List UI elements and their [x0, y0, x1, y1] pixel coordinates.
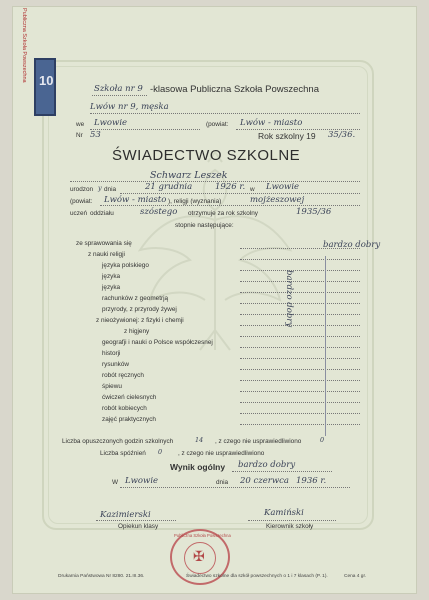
religion-label: ), religji (wyznania): [168, 198, 222, 205]
in-label: we: [76, 121, 85, 128]
dotted-line: [96, 520, 176, 521]
grade-label: ze sprawowania się: [76, 240, 132, 247]
nr-value: 53: [90, 130, 101, 140]
footer-right: Cena 4 gr.: [344, 574, 367, 579]
side-stamp-text: Publiczna Szkoła Powszechna: [21, 8, 27, 83]
birth-city: Lwowie: [266, 182, 300, 192]
powiat-label-2: (powiat:: [70, 198, 93, 205]
grade-dotted-line: [240, 303, 360, 304]
certificate-title: ŚWIADECTWO SZKOLNE: [112, 147, 301, 164]
powiat-hand: Lwów - miasto: [240, 118, 303, 128]
grade-label: języka: [102, 273, 121, 280]
grade-dotted-line: [240, 402, 360, 403]
grade-label: z higjeny: [124, 328, 150, 335]
grade-conduct: bardzo dobry: [323, 240, 381, 250]
born-label: urodzon: [70, 186, 94, 193]
grade-label: ćwiczeń cielesnych: [102, 394, 157, 401]
dotted-line: [100, 205, 360, 206]
grade-label: z nieożywionej: z fizyki i chemji: [96, 317, 184, 324]
grade-dotted-line: [240, 292, 360, 293]
grade-label: rysunków: [102, 361, 129, 368]
grade-label: języka: [102, 284, 121, 291]
overall-hand: bardzo dobry: [238, 460, 296, 470]
grade-label: z nauki religji: [88, 251, 125, 258]
late-suffix: , z czego nie usprawiedliwiono: [178, 450, 265, 457]
place-day-label: dnia: [216, 479, 229, 486]
grade-dotted-line: [240, 281, 360, 282]
division-hand: szóstego: [140, 207, 178, 217]
grade-label: robót kobiecych: [102, 405, 147, 412]
school-hand-2: Lwów nr 9, męska: [90, 102, 169, 112]
birth-in-label: w: [250, 186, 255, 193]
dotted-line: [90, 129, 200, 130]
dash-line: [325, 256, 326, 436]
absence-hand-2: 0: [320, 436, 325, 444]
year-hand: 35/36.: [328, 130, 356, 140]
receives-hand: 1935/36: [296, 207, 332, 217]
grade-label: zajęć praktycznych: [102, 416, 156, 423]
pupil-label: uczeń: [70, 210, 88, 217]
grade-dotted-line: [240, 336, 360, 337]
place-in-label: W: [112, 479, 119, 486]
year-label: Rok szkolny 19: [258, 131, 316, 141]
dotted-line: [120, 487, 350, 488]
grade-label: śpiewu: [102, 383, 122, 390]
grade-dotted-line: [240, 391, 360, 392]
powiat-label: (powiat:: [206, 121, 229, 128]
grade-dotted-line: [240, 369, 360, 370]
day-label: dnia: [104, 186, 117, 193]
nr-label: Nr: [76, 132, 83, 139]
grade-dotted-line: [240, 358, 360, 359]
religion-hand: mojżeszowej: [250, 195, 305, 205]
place-day: 20 czerwca: [240, 476, 289, 486]
seal-eagle-icon: ✠: [193, 550, 205, 565]
left-signature: Kazimierski: [100, 510, 151, 520]
footer-center: Świadectwo szkolne dla szkół powszechnych o 1 i 7 klasach (P. 1).: [186, 574, 328, 579]
grade-dotted-line: [240, 325, 360, 326]
right-signature: Kamiński: [264, 508, 304, 518]
overall-label: Wynik ogólny: [170, 462, 226, 472]
left-signature-label: Opiekun klasy: [118, 523, 159, 530]
birth-day: 21 grudnia: [145, 182, 193, 192]
place-city: Lwowie: [125, 476, 159, 486]
student-name: Schwarz Leszek: [150, 170, 228, 181]
dotted-line: [92, 95, 147, 96]
grade-label: przyrody, z przyrody żywej: [102, 306, 177, 313]
school-hand: Szkoła nr 9: [94, 84, 143, 94]
right-signature-label: Kierownik szkoły: [266, 523, 314, 530]
grade-dotted-line: [240, 413, 360, 414]
birth-year: 1926 r.: [215, 182, 246, 192]
place-year: 1936 r.: [296, 476, 327, 486]
grades-intro: stopnie następujące:: [175, 222, 234, 229]
absence-suffix: , z czego nie usprawiedliwiono: [215, 438, 302, 445]
dotted-line: [120, 193, 360, 194]
grade-dotted-line: [240, 380, 360, 381]
absence-label: Liczba opuszczonych godzin szkolnych: [62, 438, 174, 445]
absence-hand: 14: [195, 436, 204, 444]
born-suffix: y: [98, 184, 102, 192]
grade-label: historji: [102, 350, 121, 357]
grade-label: języka polskiego: [102, 262, 149, 269]
grade-label: rachunków z geometrją: [102, 295, 169, 302]
grade-label: geografji i nauki o Polsce współczesnej: [102, 339, 213, 346]
vertical-grade: bardzo dobry: [284, 270, 294, 328]
powiat-hand-2: Lwów - miasto: [104, 195, 167, 205]
footer-left: Drukarnia Państwowa Nr 8280. 21.III.36.: [58, 574, 145, 579]
grade-dotted-line: [240, 259, 360, 260]
grade-dotted-line: [240, 270, 360, 271]
dotted-line: [90, 113, 360, 114]
grade-dotted-line: [240, 314, 360, 315]
grade-dotted-line: [240, 424, 360, 425]
late-hand: 0: [158, 448, 163, 456]
receives-label: otrzymuje za rok szkolny: [188, 210, 258, 217]
division-label: oddziału: [90, 210, 114, 217]
side-stamp: [15, 8, 28, 148]
revenue-stamp-value: 10: [39, 73, 54, 88]
late-label: Liczba spóźnień: [100, 450, 146, 457]
dotted-line: [232, 471, 332, 472]
school-print: -klasowa Publiczna Szkoła Powszechna: [150, 84, 319, 95]
revenue-stamp: [34, 58, 56, 116]
seal-text: Publiczna Szkoła Powszechna: [174, 533, 231, 538]
grade-dotted-line: [240, 347, 360, 348]
city-hand: Lwowie: [94, 118, 128, 128]
dotted-line: [248, 520, 336, 521]
grade-label: robót ręcznych: [102, 372, 144, 379]
